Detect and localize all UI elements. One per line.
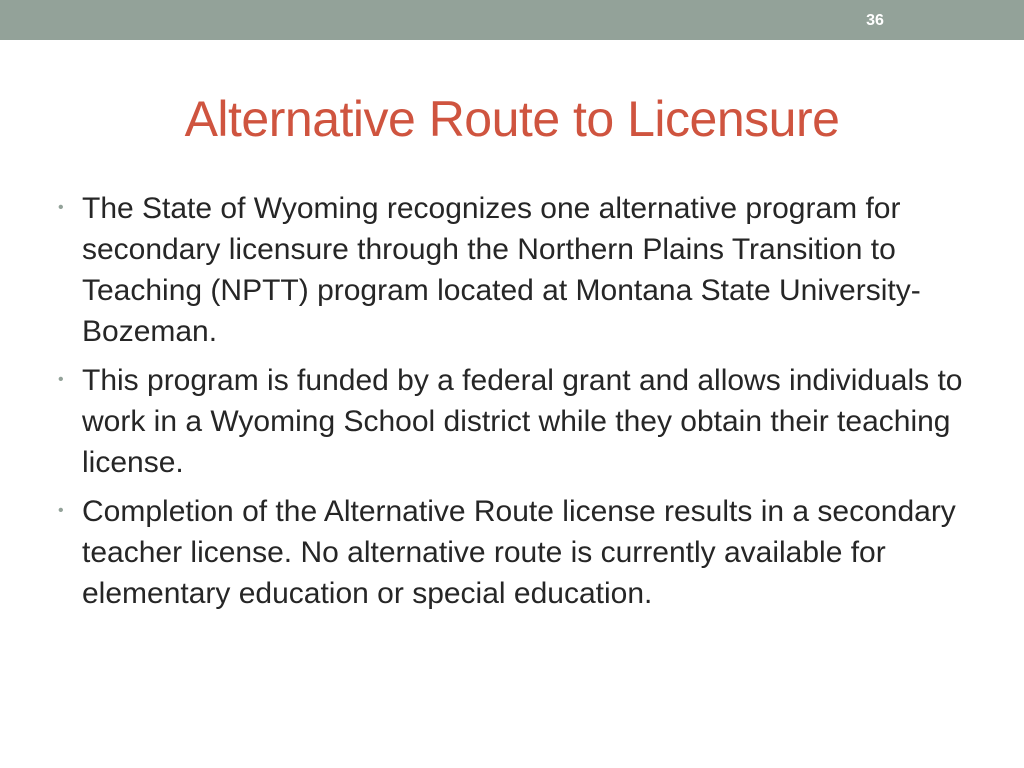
bullet-text: Completion of the Alternative Route license results in a secondary teacher license. No alternative route is currently available for elementary education or special education. [82, 495, 956, 610]
slide-title: Alternative Route to Licensure [184, 91, 840, 147]
slide-number: 36 [866, 12, 884, 29]
bullet-text: This program is funded by a federal grant and allows individuals to work in a Wyoming School district while they obtain their teaching license. [82, 364, 963, 479]
bullet-dot-icon: • [58, 199, 64, 216]
bullet-dot-icon: • [58, 502, 64, 519]
bullet-dot-icon: • [58, 371, 64, 388]
bullet-text: The State of Wyoming recognizes one alternative program for secondary licensure through the Northern Plains Transition to Teaching (NPTT) program located at Montana State University-Bozeman. [82, 192, 921, 348]
list-item [58, 491, 978, 614]
bullet-list [58, 188, 978, 622]
list-item [58, 360, 978, 483]
list-item [58, 188, 978, 352]
